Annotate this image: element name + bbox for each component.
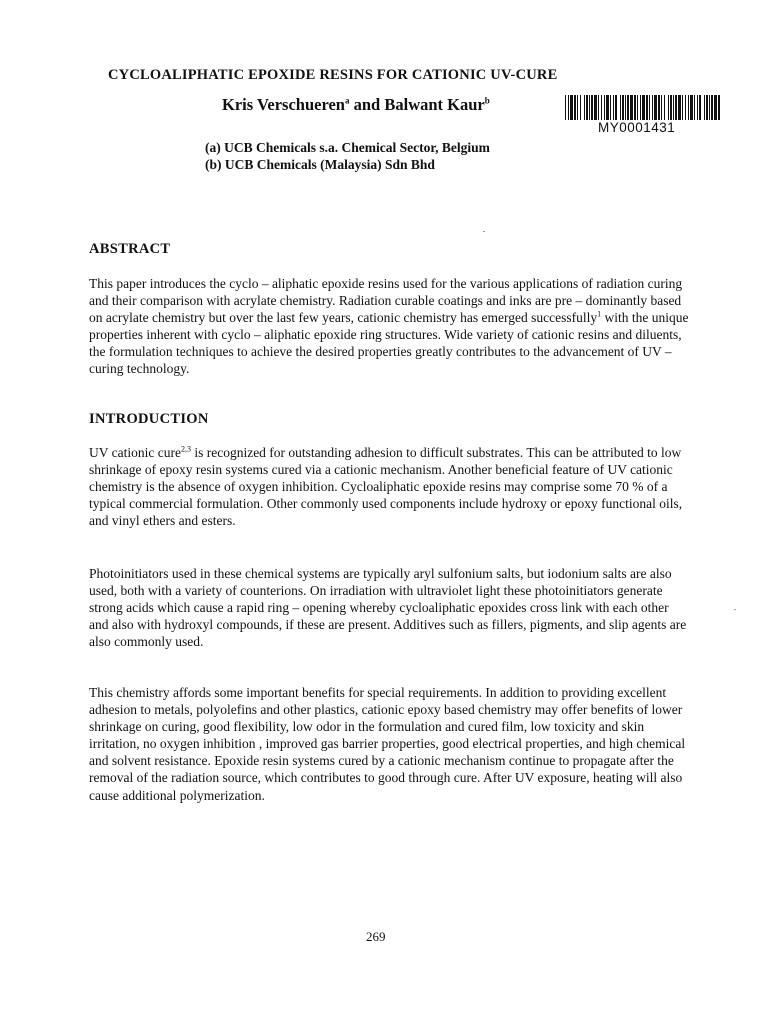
barcode-bar — [704, 95, 705, 120]
introduction-heading: INTRODUCTION — [89, 411, 209, 427]
barcode-bar — [577, 95, 578, 120]
barcode-bar — [694, 95, 695, 120]
barcode-bar — [627, 95, 629, 120]
paragraph-text: is recognized for outstanding adhesion to difficult substrates. This can be attributed to low shrinkage of epoxy resin systems cured via a cationic mechanism. Another beneficial feature of UV cationic chemistry is the absence of oxygen inhibition. Cycloaliphatic epoxide resins may comprise some 70 % of a typical commercial formulation. Other commonly used components include hydroxy or epoxy functional oils, and vinyl ethers and esters. — [89, 445, 683, 529]
barcode-bar — [574, 95, 576, 120]
barcode-bar — [709, 95, 710, 120]
author-connector: and — [349, 95, 385, 114]
barcode-bar — [706, 95, 708, 120]
barcode-bar — [685, 95, 686, 120]
paper-title: CYCLOALIPHATIC EPOXIDE RESINS FOR CATIONIC UV-CURE — [108, 67, 558, 83]
barcode-bar — [630, 95, 633, 120]
barcode-bar — [661, 95, 662, 120]
barcode-bar — [678, 95, 681, 120]
barcode-bar — [584, 95, 585, 120]
affiliation-a: (a) UCB Chemicals s.a. Chemical Sector, Belgium — [205, 140, 490, 155]
citation-ref: 1 — [597, 309, 602, 319]
barcode-bar — [699, 95, 701, 120]
scan-speck — [483, 231, 485, 232]
barcode-bar — [673, 95, 674, 120]
paragraph-text: UV cationic cure — [89, 445, 181, 460]
barcode-bar — [570, 95, 573, 120]
barcode-bar — [606, 95, 609, 120]
affiliation-marker: a — [345, 95, 350, 106]
intro-paragraph-1 — [89, 444, 689, 529]
barcode-bar — [658, 95, 660, 120]
intro-paragraph-3: This chemistry affords some important benefits for special requirements. In addition to providing excellent adhesion to metals, polyolefins and other plastics, cationic epoxy based chemistry may offer benefits of lower shrinkage on curing, good flexibility, low odor in the formulation and cured film, low toxicity and skin irritation, no oxygen inhibition , improved gas barrier properties, good electrical properties, and high chemical and solvent resistance. Epoxide resin systems cured by a cationic mechanism continue to propagate after the removal of the radiation source, which contributes to good through cure. After UV exposure, heating will also cause additional polymerization. — [89, 685, 686, 803]
barcode-bar — [649, 95, 650, 120]
barcode-bar — [642, 95, 645, 120]
barcode-bar — [568, 95, 569, 120]
barcode-bar — [565, 95, 566, 120]
document-id: MY0001431 — [598, 120, 676, 135]
barcode-bar — [654, 95, 657, 120]
abstract-text: This paper introduces the cyclo – aliphatic epoxide resins used for the various applications of radiation curing and their comparison with acrylate chemistry. Radiation curable coatings and inks are pre – dominantly based on acrylate chemistry but over the last few years, cationic chemistry has emerged successfully — [89, 276, 683, 326]
barcode-bar — [601, 95, 602, 120]
barcode-bar — [718, 95, 720, 120]
scan-speck — [734, 609, 736, 610]
page-number: 269 — [366, 929, 386, 944]
abstract-heading: ABSTRACT — [89, 241, 171, 257]
barcode-bar — [664, 95, 665, 120]
barcode-bar — [598, 95, 599, 120]
barcode-bar — [652, 95, 653, 120]
intro-paragraph-2: Photoinitiators used in these chemical systems are typically aryl sulfonium salts, but iodonium salts are also used, both with a variety of counterions. On irradiation with ultraviolet light these photoinitiators generate strong acids which cause a rapid ring – opening whereby cycloaliphatic epoxides cross link with each other and also with hydroxyl compounds, if these are present. Additives such as fillers, pigments, and slip agents are also commonly used. — [89, 566, 687, 650]
barcode-bar — [711, 95, 713, 120]
barcode-bar — [637, 95, 638, 120]
barcode-bar — [604, 95, 605, 120]
barcode-bar — [646, 95, 648, 120]
barcode-bar — [580, 95, 581, 120]
barcode-bar — [622, 95, 624, 120]
barcode-bar — [613, 95, 614, 120]
barcode-bar — [697, 95, 698, 120]
barcode-bar — [668, 95, 669, 120]
barcode-bar — [625, 95, 626, 120]
author-name: Balwant Kaur — [384, 95, 485, 114]
barcode-bar — [688, 95, 689, 120]
affiliation-marker: b — [484, 95, 490, 106]
abstract-text: with the unique properties inherent with cyclo – aliphatic epoxide ring structures. Wide variety of cationic resins and diluents, the formulation techniques to achieve the desired properties greatly contributes to the advancement of UV – curing technology. — [89, 310, 689, 377]
barcode — [565, 95, 720, 120]
affiliation-b: (b) UCB Chemicals (Malaysia) Sdn Bhd — [205, 157, 435, 172]
barcode-bar — [670, 95, 672, 120]
barcode-bar — [682, 95, 683, 120]
barcode-bar — [620, 95, 621, 120]
barcode-bar — [586, 95, 588, 120]
barcode-bar — [634, 95, 636, 120]
barcode-bar — [640, 95, 641, 120]
barcode-bar — [610, 95, 611, 120]
citation-ref: 2,3 — [180, 444, 191, 454]
barcode-bar — [589, 95, 590, 120]
barcode-bar — [690, 95, 693, 120]
abstract-paragraph — [89, 275, 689, 378]
barcode-bar — [615, 95, 617, 120]
barcode-bar — [591, 95, 593, 120]
author-line — [222, 95, 490, 115]
barcode-bar — [594, 95, 597, 120]
author-name: Kris Verschueren — [222, 95, 345, 114]
barcode-bar — [675, 95, 677, 120]
barcode-bar — [714, 95, 717, 120]
